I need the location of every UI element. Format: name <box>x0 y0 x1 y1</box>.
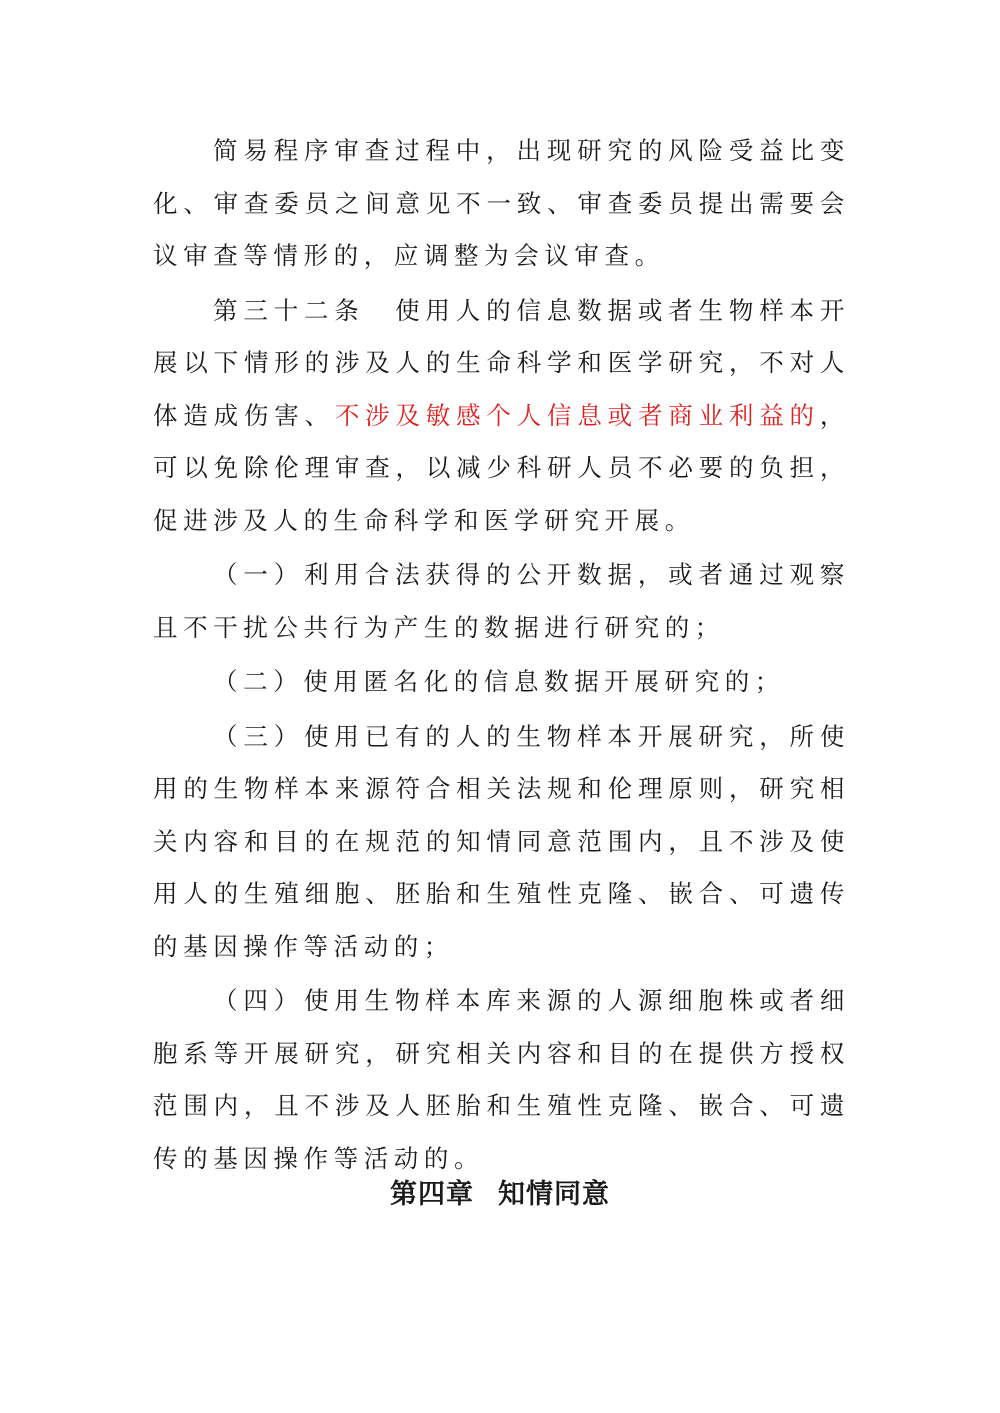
chapter-title: 知情同意 <box>498 1179 610 1210</box>
paragraph-article-32 <box>153 285 850 548</box>
chapter-heading <box>0 1172 1000 1211</box>
paragraph-simplified-procedure: 简易程序审查过程中，出现研究的风险受益比变化、审查委员之间意见不一致、审查委员提出需要会议审查等情形的，应调整为会议审查。 <box>153 136 850 270</box>
body-text <box>153 125 850 1187</box>
list-item-4: （四）使用生物样本库来源的人源细胞株或者细胞系等开展研究，研究相关内容和目的在提供方授权范围内，且不涉及人胚胎和生殖性克隆、嵌合、可遗传的基因操作等活动的。 <box>153 986 850 1173</box>
highlighted-text: 不涉及敏感个人信息或者商业利益的 <box>334 400 820 430</box>
list-item-2: （二）使用匿名化的信息数据开展研究的； <box>213 667 785 696</box>
article-32-text-b: ，可以免除伦理审查，以减少科研人员不必要的负担，促进涉及人的生命科学和医学研究开展。 <box>153 400 850 535</box>
chapter-number: 第四章 <box>390 1179 474 1210</box>
list-item-3: （三）使用已有的人的生物样本开展研究，所使用的生物样本来源符合相关法规和伦理原则，研究相关内容和目的在规范的知情同意范围内，且不涉及使用人的生殖细胞、胚胎和生殖性克隆、嵌合、可遗传的基因操作等活动的； <box>153 721 850 961</box>
list-item-1: （一）利用合法获得的公开数据，或者通过观察且不干扰公共行为产生的数据进行研究的； <box>153 560 850 642</box>
article-32-text-a: 第三十二条 使用人的信息数据或者生物样本开展以下情形的涉及人的生命科学和医学研究，不对人体造成伤害、 <box>153 295 850 430</box>
